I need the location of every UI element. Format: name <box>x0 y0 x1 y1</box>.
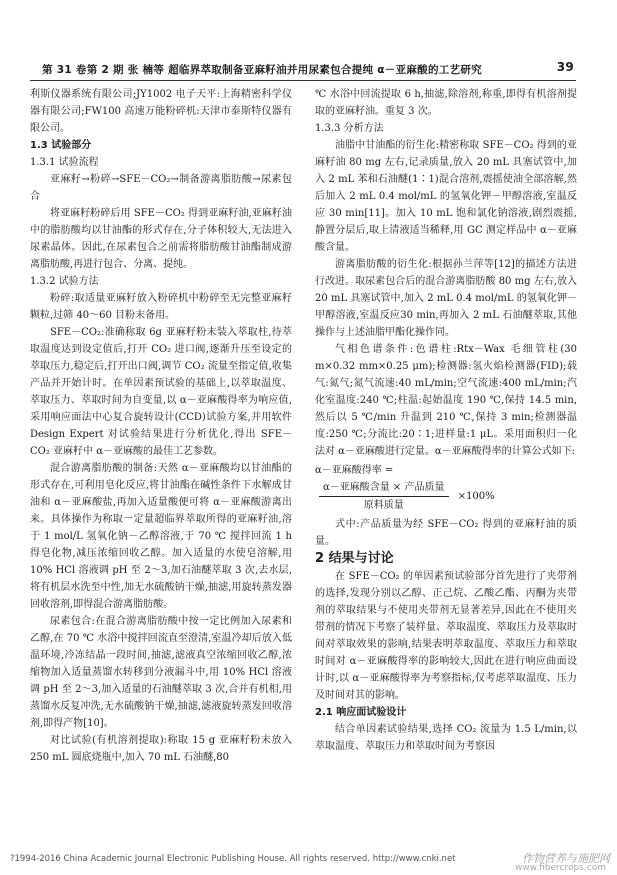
page-footer <box>10 852 610 873</box>
section-heading-2: 2 结果与讨论 <box>315 551 394 566</box>
paragraph-urea: 尿素包合:在混合游离脂肪酸中按一定比例加入尿素和乙醇,在 70 ℃ 水浴中搅拌回流直至澄清,室温冷却后放入低温环境,冷冻结晶一段时间,抽滤,滤液真空浓缩回收乙醇,浓缩物加入适量蒸馏水转移到分液漏斗中,用 10% HCl 溶液调 pH 至 2～3,加入适量的石油醚萃取 3 次,合并有机相,用蒸馏水反复冲洗,无水硫酸钠干燥,抽滤,滤液旋转蒸发回收溶剂,即得产物[10]。 <box>30 616 292 729</box>
copyright-line: ?1994-2016 China Academic Journal Electronic Publishing House. All rights reserved. http://www.cnki.net <box>10 854 456 864</box>
page-number: 39 <box>556 60 574 74</box>
paragraph-gc-conditions: 气相色谱条件:色谱柱:Rtx－Wax 毛细管柱(30 m×0.32 mm×0.25 μm);检测器:氢火焰检测器(FID);载气:氮气;氮气流速:40 mL/min;空气流速:400 mL/min;汽化室温度:240 ℃;柱温:起始温度 190 ℃,保持 14.5 min,然后以 5 ℃/min 升温到 210 ℃,保持 3 min;检测器温度:250 ℃;分流比:20∶1;进样量:1 μL。采用面积归一化法对 α－亚麻酸进行定量。α－亚麻酸得率的计算公式如下: <box>315 344 577 457</box>
paragraph-ffa-derivatization: 游离脂肪酸的衍生化:根据孙兰萍等[12]的描述方法进行改进。取尿素包合后的混合游离脂肪酸 80 mg 左右,放入 20 mL 具塞试管中,加入 2 mL 0.4 mol/mL 的氢氧化钾－甲醇溶液,室温反应30 min,再加入 2 mL 石油醚萃取,其他操作与上述油脂甲酯化操作同。 <box>315 259 577 338</box>
running-header <box>30 60 576 81</box>
section-heading-1-3: 1.3 试验部分 <box>30 140 92 151</box>
paragraph-results: 在 SFE－CO₂ 的单因素预试验部分首先进行了夹带剂的选择,发现分别以乙醇、正己烷、乙酸乙酯、丙酮为夹带剂的萃取结果与不使用夹带剂无显著差异,因此在不使用夹带剂的情况下考察了装样量、萃取温度、萃取压力及萃取时间对萃取效果的影响,结果表明萃取温度、萃取压力和萃取时间对 α－亚麻酸得率的影响较大,因此在进行响应曲面设计时,以 α－亚麻酸得率为考察指标,仅考虑萃取温度、压力及时间对其的影响。 <box>315 571 577 701</box>
header-title: 第 31 卷第 2 期 张 楠等 超临界萃取制备亚麻籽油并用尿素包合提纯 α－亚麻酸的工艺研究 <box>42 64 482 76</box>
formula-multiplier: ×100% <box>457 491 495 502</box>
formula-denominator: 原料质量 <box>363 500 404 511</box>
formula-numerator: α－亚麻酸含量 × 产品质量 <box>319 479 449 497</box>
paragraph-flow-desc: 将亚麻籽粉碎后用 SFE－CO₂ 得到亚麻籽油,亚麻籽油中的脂肪酸均以甘油酯的形式存在,分子体积较大,无法进入尿素晶体。因此,在尿素包合之前需将脂肪酸甘油酯制成游离脂肪酸,再进行包合、分离、提纯。 <box>30 208 292 270</box>
watermark-url: www.fibercrops.com <box>515 863 606 873</box>
paragraph-continued: ℃ 水浴中回流提取 6 h,抽滤,除溶剂,称重,即得有机溶剂提取的亚麻籽油。重复 3 次。 <box>315 89 577 117</box>
paragraph-flow: 亚麻籽→粉碎→SFE－CO₂→制备游离脂肪酸→尿素包合 <box>30 174 292 202</box>
paragraph-contrast: 对比试验(有机溶剂提取):称取 15 g 亚麻籽粉末放入 250 mL 圆底烧瓶中,加入 70 mL 石油醚,80 <box>30 735 292 763</box>
section-heading-1-3-3: 1.3.3 分析方法 <box>315 123 384 134</box>
paragraph-sfe: SFE－CO₂:准确称取 6g 亚麻籽粉末装入萃取柱,待萃取温度达到设定值后,打开 CO₂ 进口阀,逐渐升压至设定的萃取压力,稳定后,打开出口阀,调节 CO₂ 流量至指定值,收集产品并开始计时。在单因素预试验的基础上,以萃取温度、萃取压力、萃取时间为自变量,以 α－亚麻酸得率为响应值,采用响应面法中心复合旋转设计(CCD)试验方案,并用软件 Design Expert 对试验结果进行分析优化,得出 SFE－CO₂ 亚麻籽中 α－亚麻酸的最佳工艺参数。 <box>30 327 292 457</box>
paragraph-crush: 粉碎:取适量亚麻籽放入粉碎机中粉碎至无完整亚麻籽颗粒,过筛 40～60 目粉末备用。 <box>30 293 292 321</box>
yield-formula <box>315 462 577 514</box>
section-heading-2-1: 2.1 响应面试验设计 <box>315 707 407 718</box>
formula-lhs: α－亚麻酸得率 = <box>315 465 394 476</box>
paragraph-formula-note: 式中:产品质量为经 SFE－CO₂ 得到的亚麻籽油的质量。 <box>315 519 577 547</box>
left-column <box>30 86 292 766</box>
right-column <box>315 86 577 755</box>
section-heading-1-3-2: 1.3.2 试验方法 <box>30 276 99 287</box>
paragraph-instruments: 利斯仪器系统有限公司;JY1002 电子天平:上海精密科学仪器有限公司;FW100 高速万能粉碎机:天津市泰斯特仪器有限公司。 <box>30 89 292 134</box>
paragraph-mixed-ffa: 混合游离脂肪酸的制备:天然 α－亚麻酸均以甘油酯的形式存在,可利用皂化反应,将甘油酯在碱性条件下水解成甘油和 α－亚麻酸盐,再加入适量酸便可将 α－亚麻酸游离出来。具体操作为称取一定量超临界萃取所得的亚麻籽油,溶于 1 mol/L 氢氧化钠－乙醇溶液,于 70 ℃ 搅拌回流 1 h 得皂化物,减压浓缩回收乙醇。加入适量的水使皂溶解,用 10% HCl 溶液调 pH 至 2～3,加石油醚萃取 3 次,去水层,将有机层水洗至中性,加无水硫酸钠干燥,抽滤,用旋转蒸发器回收溶剂,即得混合游离脂肪酸。 <box>30 463 292 610</box>
watermark-logo: 作物营养与施肥网 <box>522 852 610 865</box>
section-heading-1-3-1: 1.3.1 试验流程 <box>30 157 99 168</box>
formula-fraction <box>319 479 449 514</box>
paragraph-glyceride: 油脂中甘油酯的衍生化:精密称取 SFE－CO₂ 得到的亚麻籽油 80 mg 左右,记录质量,放入 20 mL 具塞试管中,加入 2 mL 苯和石油醚(1∶1)混合溶剂,震摇使油全部溶解,然后加入 2 mL 0.4 mol/mL 的氢氧化钾－甲醇溶液,室温反应 30 min[11]。加入 10 mL 饱和氯化钠溶液,剧烈震摇,静置分层后,取上清液适当稀释,用 GC 测定样品中 α－亚麻酸含量。 <box>315 140 577 253</box>
paragraph-rsm: 结合单因素试验结果,选择 CO₂ 流量为 1.5 L/min,以萃取温度、萃取压力和萃取时间为考察因 <box>315 724 577 752</box>
